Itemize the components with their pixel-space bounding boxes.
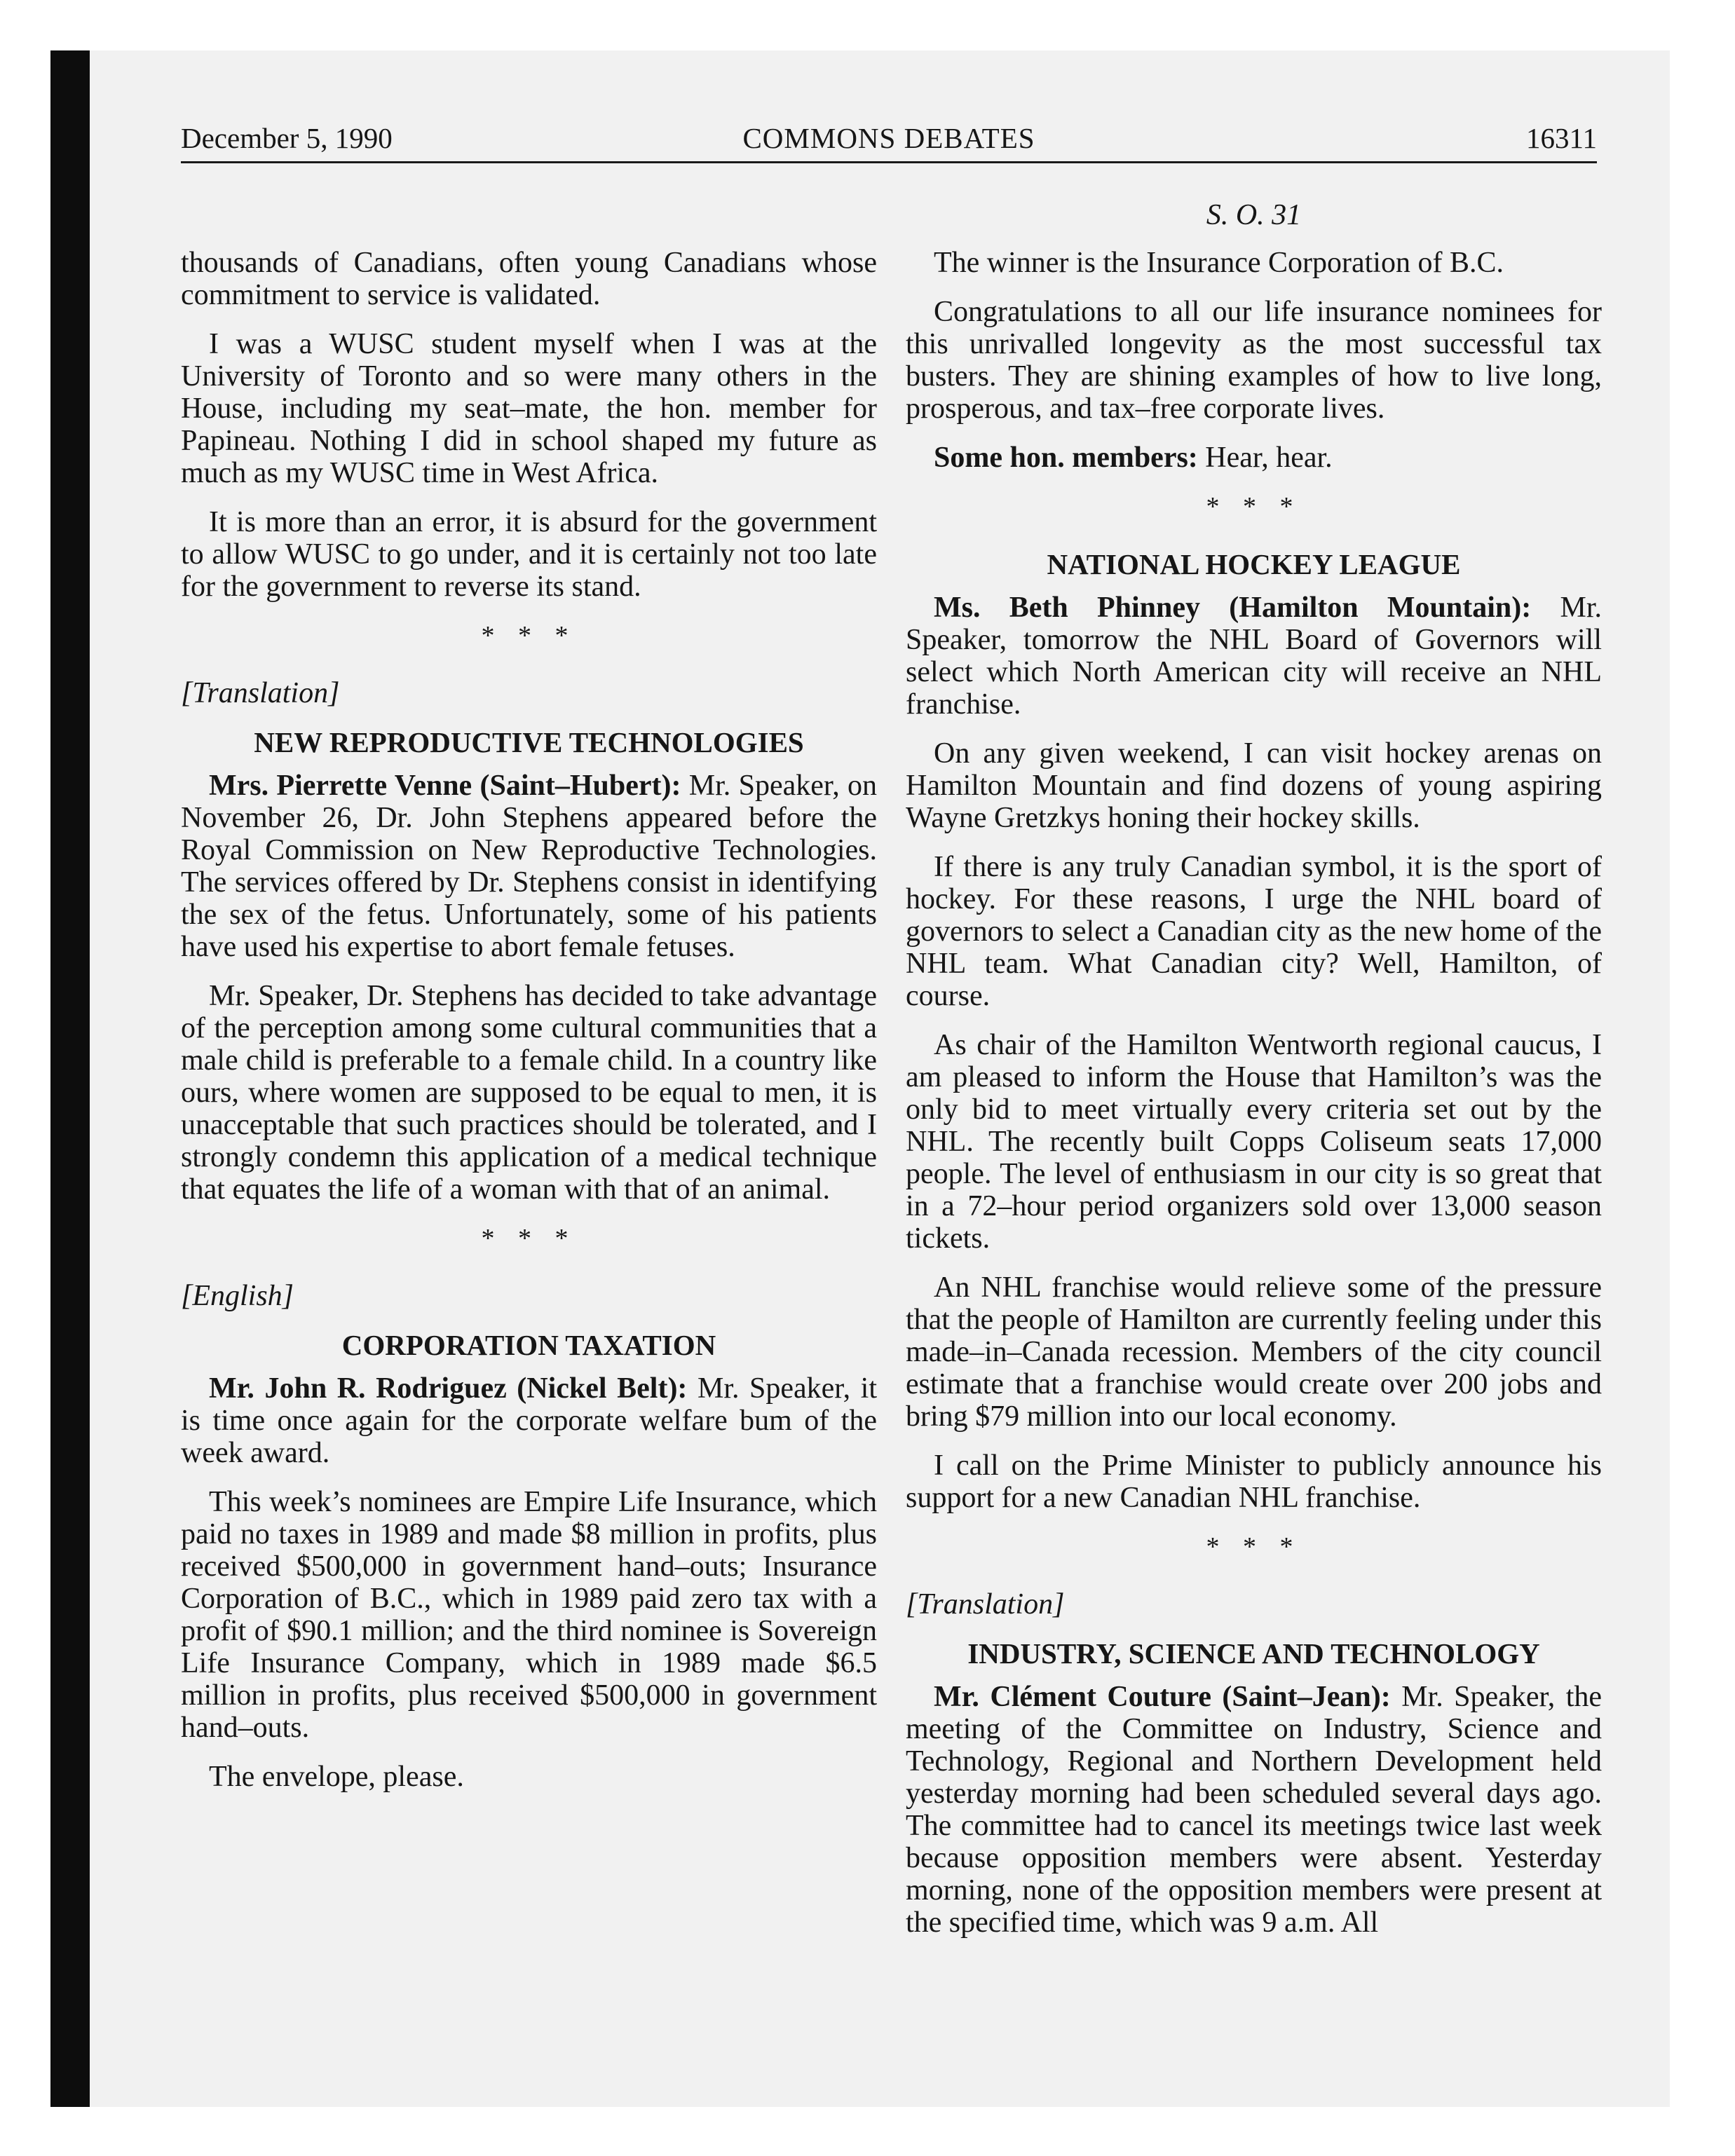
- section-separator: * * *: [481, 621, 577, 650]
- interjection: [906, 442, 1602, 474]
- language-marker: [English]: [181, 1280, 294, 1312]
- right-column: [906, 247, 1602, 1956]
- header-page-number: 16311: [1526, 122, 1597, 154]
- speech-paragraph: [181, 1372, 877, 1469]
- paragraph: The envelope, please.: [209, 1761, 464, 1793]
- section-heading: INDUSTRY, SCIENCE AND TECHNOLOGY: [967, 1637, 1540, 1670]
- paragraph: I was a WUSC student myself when I was at the University of Toronto and so were many others in the House, including my seat–mate, the hon. member for Papineau. Nothing I did in school shaped my future as much as my WUSC time in West Africa.: [181, 328, 877, 489]
- language-marker: [Translation]: [906, 1588, 1065, 1621]
- paragraph: This week’s nominees are Empire Life Insurance, which paid no taxes in 1989 and made $8 million in profits, plus received $500,000 in government hand–outs; Insurance Corporation of B.C., which in 1989 paid zero tax with a profit of $90.1 million; and the third nominee is Sovereign Life Insurance Company, which in 1989 made $6.5 million in profits, plus received $500,000 in government hand–outs.: [181, 1486, 877, 1744]
- paragraph: Mr. Speaker, Dr. Stephens has decided to take advantage of the perception among some cultural communities that a male child is preferable to a female child. In a country like ours, where women are supposed to be equal to men, it is unacceptable that such practices should be tolerated, and I strongly condemn this application of a medical technique that equates the life of a woman with that of an animal.: [181, 980, 877, 1206]
- speaker-name: Mr. John R. Rodriguez (Nickel Belt):: [209, 1372, 688, 1405]
- interjection-text: Hear, hear.: [1205, 442, 1333, 474]
- paragraph: Congratulations to all our life insurance nominees for this unrivalled longevity as the most successful tax busters. They are shining examples of how to live long, prosperous, and tax–free corporate lives.: [906, 296, 1602, 425]
- speaker-name: Mrs. Pierrette Venne (Saint–Hubert):: [209, 770, 681, 802]
- header-rule: [181, 161, 1597, 163]
- scan-edge-shadow: [50, 50, 90, 2107]
- speech-paragraph: [181, 770, 877, 963]
- section-separator: * * *: [1206, 492, 1302, 521]
- speech-text: Mr. Speaker, on November 26, Dr. John Stephens appeared before the Royal Commission on New Reproductive Technologies. The services offered by Dr. Stephens consist in identifying the sex of the fetus. Unfortunately, some of his patients have used his expertise to abort female fetuses.: [181, 770, 878, 963]
- paragraph: It is more than an error, it is absurd for the government to allow WUSC to go under, and it is certainly not too late for the government to reverse its stand.: [181, 506, 877, 603]
- speaker-name: Ms. Beth Phinney (Hamilton Mountain):: [934, 592, 1532, 624]
- section-separator: * * *: [1206, 1532, 1302, 1562]
- speaker-name: Mr. Clément Couture (Saint–Jean):: [934, 1681, 1391, 1713]
- paragraph: As chair of the Hamilton Wentworth regional caucus, I am pleased to inform the House that Hamilton’s was the only bid to meet virtually every criteria set out by the NHL. The recently built Copps Coliseum seats 17,000 people. The level of enthusiasm in our city is so great that in a 72–hour period organizers sold over 13,000 season tickets.: [906, 1029, 1602, 1255]
- language-marker: [Translation]: [181, 677, 340, 709]
- section-heading: NATIONAL HOCKEY LEAGUE: [1047, 548, 1461, 580]
- paragraph: On any given weekend, I can visit hockey arenas on Hamilton Mountain and find dozens of young aspiring Wayne Gretzkys honing their hockey skills.: [906, 737, 1602, 834]
- section-heading: CORPORATION TAXATION: [341, 1329, 716, 1361]
- paragraph: I call on the Prime Minister to publicly announce his support for a new Canadian NHL franchise.: [906, 1449, 1602, 1514]
- speech-paragraph: [906, 592, 1602, 721]
- paragraph: The winner is the Insurance Corporation of B.C.: [934, 247, 1504, 279]
- section-marker: S. O. 31: [1206, 199, 1302, 231]
- paragraph: thousands of Canadians, often young Canadians whose commitment to service is validated.: [181, 247, 877, 311]
- header-title: COMMONS DEBATES: [742, 122, 1035, 154]
- header-date: December 5, 1990: [181, 122, 393, 154]
- speech-text: Mr. Speaker, it is time once again for the corporate welfare bum of the week award.: [181, 1372, 877, 1469]
- page-header: [181, 117, 1597, 159]
- speaker-name: Some hon. members:: [934, 442, 1198, 474]
- speech-text: Mr. Speaker, tomorrow the NHL Board of Governors will select which North American city will receive an NHL franchise.: [906, 592, 1603, 721]
- section-separator: * * *: [481, 1224, 577, 1253]
- paragraph: If there is any truly Canadian symbol, it is the sport of hockey. For these reasons, I urge the NHL board of governors to select a Canadian city as the new home of the NHL team. What Canadian city? Well, Hamilton, of course.: [906, 851, 1602, 1012]
- speech-paragraph: [906, 1681, 1602, 1939]
- speech-text: Mr. Speaker, the meeting of the Committee on Industry, Science and Technology, Regional and Northern Development held yesterday morning had been scheduled several days ago. The committee had to cancel its meetings twice last week because opposition members were absent. Yesterday morning, none of the opposition members were present at the specified time, which was 9 a.m. All: [906, 1681, 1603, 1939]
- section-heading: NEW REPRODUCTIVE TECHNOLOGIES: [254, 726, 804, 758]
- paragraph: An NHL franchise would relieve some of the pressure that the people of Hamilton are currently feeling under this made–in–Canada recession. Members of the city council estimate that a franchise would create over 200 jobs and bring $79 million into our local economy.: [906, 1271, 1602, 1433]
- left-column: [181, 247, 877, 1810]
